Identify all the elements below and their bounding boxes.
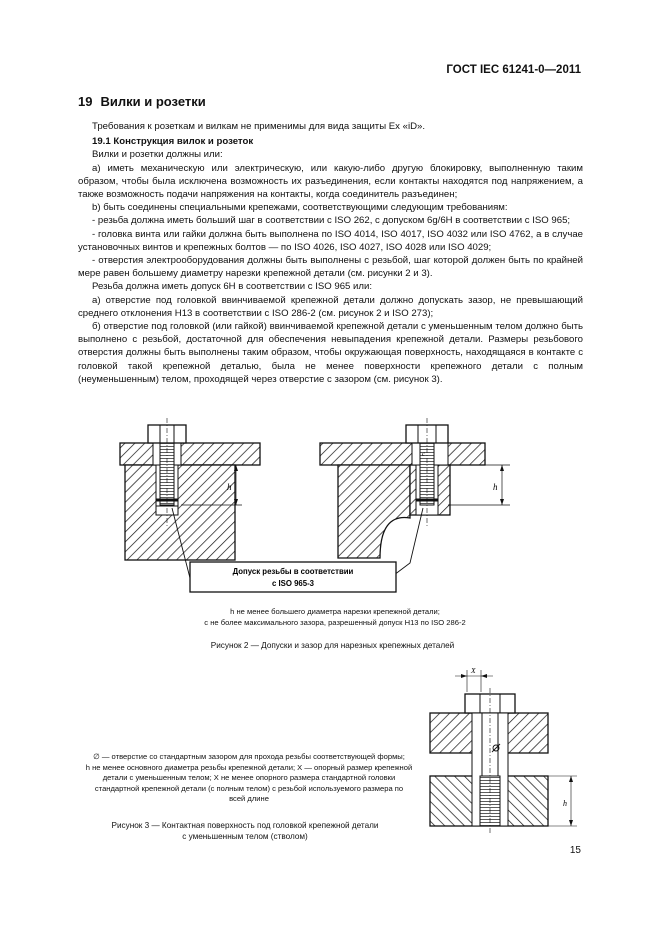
figure-3-drawing xyxy=(425,668,585,838)
figure-3-caption-line: с уменьшенным телом (стволом) xyxy=(182,832,308,841)
left-top-plate xyxy=(120,443,260,465)
subsection-title: Конструкция вилок и розеток xyxy=(113,136,254,148)
figure-3-note-line: всей длине xyxy=(229,794,269,803)
left-fastener-assembly xyxy=(120,418,260,560)
page-number: 15 xyxy=(569,845,581,856)
section-title: Вилки и розетки xyxy=(100,94,206,109)
paragraph: б) отверстие под головкой (или гайкой) ввинчиваемой крепежной детали с уменьшенным телом должно быть выполнено с резьбой, достаточной для обеспечения невыпадения крепежной детали. Размеры резьбового отверстия должны быть выполнены таким образом, чтобы окружающая поверхность, находящаяся в контакте с головкой такой крепежной деталью, была не менее поверхности крепежного детали с полным (неуменьшенным) телом, проходящей через отверстие с зазором (см. рисунок 3). xyxy=(78,321,583,385)
left-dim-h: h xyxy=(227,482,232,492)
right-base-block xyxy=(338,465,410,558)
figure-2-caption: Рисунок 2 — Допуски и зазор для нарезных крепежных деталей xyxy=(210,641,455,650)
body-text xyxy=(78,120,583,386)
right-top-plate xyxy=(320,443,485,465)
paragraph: - головка винта или гайки должна быть выполнена по ISO 4014, ISO 4017, ISO 4032 или ISO 4762, а в случае установочных винтов и крепежных болтов — по ISO 4026, ISO 4027, ISO 4028 или ISO 4029; xyxy=(78,228,583,253)
figure-3-dim-x: X xyxy=(471,666,476,675)
section-heading xyxy=(78,94,206,109)
figure-3-note-line: ∅ — отверстие со стандартным зазором для прохода резьбы соответствующей формы; xyxy=(93,752,405,761)
intro-paragraph: Требования к розеткам и вилкам не применимы для вида защиты Ex «iD». xyxy=(92,121,426,132)
section-number: 19 xyxy=(78,94,93,109)
figure-2-note xyxy=(110,607,560,628)
right-dim-h: h xyxy=(493,482,498,492)
figure-3-note xyxy=(80,752,418,805)
figure-2-note-line: c не более максимального зазора, разрешенный допуск H13 по ISO 286-2 xyxy=(204,617,466,627)
figure-3-dim-h: h xyxy=(563,799,567,808)
figure-2-drawing xyxy=(110,418,560,598)
document-standard-header: ГОСТ IEC 61241-0—2011 xyxy=(446,64,581,76)
paragraph: b) быть соединены специальными крепежами, соответствующими следующим требованиям: xyxy=(92,202,508,214)
paragraph: a) отверстие под головкой ввинчиваемой крепежной детали должно допускать зазор, не превышающий среднего отклонения H13 в соответствии с ISO 286-2 (см. рисунок 2 и ISO 273); xyxy=(78,294,583,319)
figure-2-note-line: h не менее большего диаметра нарезки крепежной детали; xyxy=(230,607,440,616)
figure-3-caption xyxy=(60,820,430,842)
paragraph: - резьба должна иметь больший шаг в соответствии с ISO 262, с допуском 6g/6H в соответствии с ISO 965; xyxy=(92,215,571,227)
paragraph: Резьба должна иметь допуск 6H в соответствии с ISO 965 или: xyxy=(92,281,373,293)
figure-3-note-line: стандартной крепежной детали (с полным телом) с резьбой используемого размера по xyxy=(94,783,404,793)
paragraph: a) иметь механическую или электрическую, или какую-либо другую блокировку, выполненную таким образом, чтобы была исключена возможность их разъединения, если контакты находятся под напряжением, а также возможность подачи напряжения на контакты, когда соединитель разъединен; xyxy=(78,162,583,201)
subsection-heading xyxy=(78,135,583,148)
paragraph: - отверстия электрооборудования должны быть выполнены с резьбой, шаг которой должен быть по крайней мере равен большему диаметру нарезки крепежной детали (см. рисунки 2 и 3). xyxy=(78,255,583,280)
paragraph: Вилки и розетки должны или: xyxy=(92,149,223,161)
figure-2-callout-line: с ISO 965-3 xyxy=(271,579,315,588)
right-fastener-assembly xyxy=(320,418,510,558)
left-base-block xyxy=(125,465,235,560)
figure-2-callout-line: Допуск резьбы в соответствии xyxy=(232,567,354,576)
subsection-number: 19.1 xyxy=(92,136,111,148)
figure-3-note-line: h не менее основного диаметра резьбы крепежной детали; X — опорный размер крепежной детали с уменьшенным телом; X не менее опорного размера стандартной головки xyxy=(85,762,413,782)
figure-3-caption-line: Рисунок 3 — Контактная поверхность под головкой крепежной детали xyxy=(111,821,379,830)
right-gap-c: c xyxy=(422,450,426,458)
